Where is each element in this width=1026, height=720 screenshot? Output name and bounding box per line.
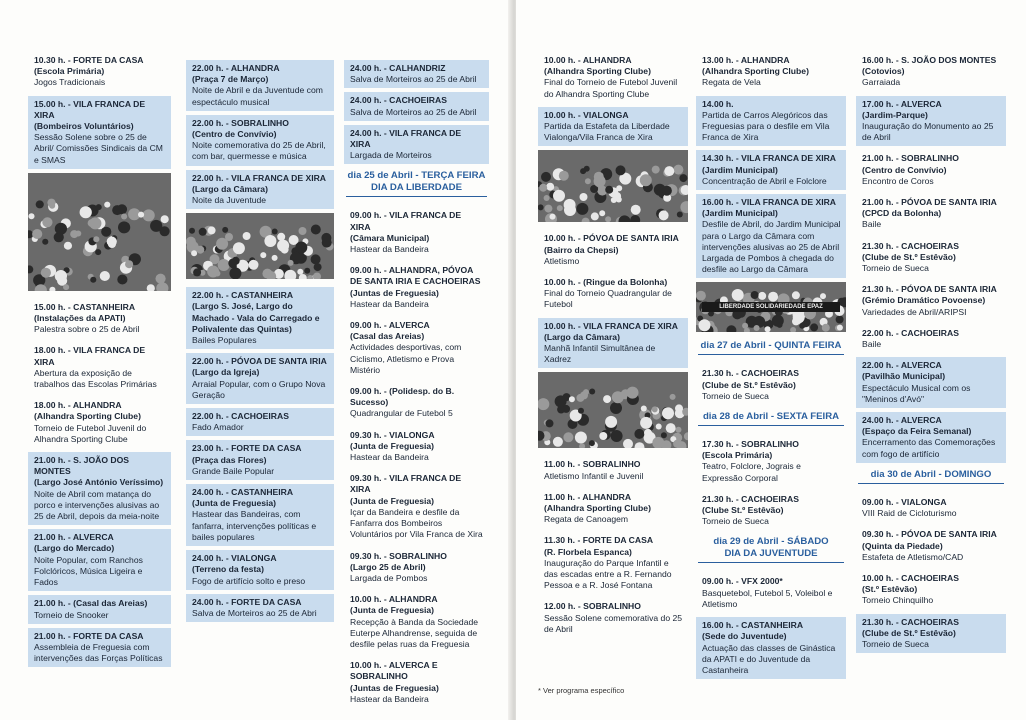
event-description: Largada de Pombos xyxy=(350,572,428,583)
event-title: 21.00 h. - FORTE DA CASA xyxy=(34,630,144,641)
event-block xyxy=(696,573,846,613)
event-title: 09.30 h. - VIALONGA xyxy=(350,429,435,440)
event-description: Encontro de Coros xyxy=(862,175,934,186)
event-block xyxy=(344,262,489,313)
event-block xyxy=(186,408,334,436)
event-description: Arraial Popular, com o Grupo Nova Geração xyxy=(192,378,326,400)
event-venue: (Alhandra Sporting Clube) xyxy=(544,503,651,514)
event-block xyxy=(856,494,1006,522)
event-title: 09.00 h. - VFX 2000* xyxy=(702,576,783,587)
event-venue: (Bairro da Chepsi) xyxy=(544,244,619,255)
event-description: Noite de Abril com matança do porco e intervenções alusivas ao 25 de Abril, depois da meia-noite xyxy=(34,488,160,522)
event-title: 09.30 h. - PÓVOA DE SANTA IRIA xyxy=(862,529,997,540)
meeting-photo xyxy=(28,173,171,291)
event-title: 16.00 h. - S. JOÃO DOS MONTES xyxy=(862,55,997,65)
right-column-3 xyxy=(856,52,1006,657)
event-description: Torneio de Sueca xyxy=(862,638,929,649)
event-venue: (Alhandra Sporting Clube) xyxy=(544,66,651,77)
footnote: * Ver programa específico xyxy=(538,686,625,695)
day-header-subline: DIA DA LIBERDADE xyxy=(371,182,462,194)
event-block xyxy=(344,125,489,165)
event-venue: (Alhandra Sporting Clube) xyxy=(702,66,809,77)
event-block xyxy=(856,194,1006,234)
event-title: 22.00 h. - SOBRALINHO xyxy=(192,117,289,128)
event-description: Noite Popular, com Ranchos Folclóricos, Música Ligeira e Fados xyxy=(34,554,143,588)
event-block xyxy=(856,281,1006,321)
event-block xyxy=(28,452,171,525)
event-title: 13.00 h. - ALHANDRA xyxy=(702,55,790,65)
event-description: Içar da Bandeira e desfile da Fanfarra dos Bombeiros Voluntários por Vila Franca de Xira xyxy=(350,506,483,540)
event-venue: (Escola Primária) xyxy=(702,450,773,461)
event-block xyxy=(696,194,846,278)
event-venue: (Jardim Municipal) xyxy=(702,164,778,175)
event-block xyxy=(344,383,489,423)
event-venue: (Junta de Freguesia) xyxy=(350,440,435,451)
event-description: Concentração de Abril e Folclore xyxy=(702,175,827,186)
event-title: 10.00 h. - VIALONGA xyxy=(544,109,629,120)
event-title: 11.30 h. - FORTE DA CASA xyxy=(544,535,654,546)
event-description: Grande Baile Popular xyxy=(192,465,275,476)
event-venue: (Junta de Freguesia) xyxy=(350,495,435,506)
event-description: Torneio de Sueca xyxy=(862,263,929,274)
event-venue: (R. Florbela Espanca) xyxy=(544,546,632,557)
event-description: Hastear da Bandeira xyxy=(350,693,429,704)
event-title: 15.00 h. - CASTANHEIRA xyxy=(34,301,136,312)
event-venue: (Jardim-Parque) xyxy=(862,109,928,120)
day-header-subline: DIA DA JUVENTUDE xyxy=(724,548,818,560)
event-block xyxy=(856,526,1006,566)
event-block xyxy=(538,489,688,529)
concert-crowd-photo xyxy=(186,213,334,279)
event-block xyxy=(28,96,171,169)
event-title: 17.00 h. - ALVERCA xyxy=(862,98,942,109)
banner-text: LIBERDADE SOLIDARIEDADE EPAZ xyxy=(702,302,840,312)
event-title: 24.00 h. - CACHOEIRAS xyxy=(350,95,447,106)
event-venue: (Juntas de Freguesia) xyxy=(350,682,439,693)
event-description: Variedades de Abril/ARIPSI xyxy=(862,306,967,317)
event-title: 09.00 h. - VIALONGA xyxy=(862,496,947,507)
event-block xyxy=(344,207,489,258)
event-block xyxy=(186,60,334,111)
event-title: 21.30 h. - CACHOEIRAS xyxy=(702,368,799,379)
event-block xyxy=(344,92,489,120)
event-description: Hastear da Bandeira xyxy=(350,244,429,255)
event-venue: (Largo S. José, Largo do Machado - Vala do Carregado e Polivalente das Quintas) xyxy=(192,301,320,334)
event-description: Abertura da exposição de trabalhos das Escolas Primárias xyxy=(34,367,157,390)
event-title: 18.00 h. - VILA FRANCA DE XIRA xyxy=(34,345,146,367)
event-block xyxy=(186,594,334,622)
event-title: 22.00 h. - ALHANDRA xyxy=(192,63,280,73)
event-block xyxy=(344,317,489,379)
event-block xyxy=(856,238,1006,278)
event-description: Garraiada xyxy=(862,77,901,88)
event-venue: (Clube St.º Estêvão) xyxy=(702,505,784,516)
event-block xyxy=(856,96,1006,147)
event-description: Quadrangular de Futebol 5 xyxy=(350,408,453,419)
event-venue: (Clube de St.º Estêvão) xyxy=(702,379,796,390)
event-description: Torneio de Sueca xyxy=(702,390,769,401)
event-title: 12.00 h. - SOBRALINHO xyxy=(544,601,641,612)
event-title: 24.00 h. - VILA FRANCA DE XIRA xyxy=(350,127,462,150)
event-title: 17.30 h. - SOBRALINHO xyxy=(702,439,799,450)
event-title: 10.00 h. - ALHANDRA xyxy=(350,594,438,605)
parade-banner-photo xyxy=(696,282,846,332)
event-block xyxy=(344,591,489,653)
event-venue: (Centro de Convívio) xyxy=(862,164,947,175)
event-venue: (Praça 7 de Março) xyxy=(192,74,269,85)
event-title: 15.00 h. - VILA FRANCA DE XIRA xyxy=(34,98,146,120)
event-block xyxy=(696,52,846,92)
event-description: Hastear da Bandeira xyxy=(350,452,429,463)
event-venue: (Largo da Câmara) xyxy=(544,331,620,342)
right-page xyxy=(516,0,1026,720)
event-title: 21.00 h. - (Casal das Areias) xyxy=(34,598,148,609)
event-description: Manhã Infantil Simultânea de Xadrez xyxy=(544,343,656,365)
event-venue: (Cotovios) xyxy=(862,66,905,77)
event-block xyxy=(186,170,334,210)
day-header-25-april xyxy=(346,170,487,197)
event-description: Assembleia de Freguesia com intervenções das Forças Políticas xyxy=(34,641,163,664)
event-title: 10.30 h. - FORTE DA CASA xyxy=(34,55,144,65)
event-venue: (Largo da Câmara) xyxy=(192,183,268,194)
event-venue: (Centro de Convívio) xyxy=(192,129,277,140)
event-block xyxy=(538,598,688,638)
event-title: 10.00 h. - (Ringue da Bolonha) xyxy=(544,277,668,288)
event-venue: (Espaço da Feira Semanal) xyxy=(862,426,972,437)
event-block xyxy=(856,357,1006,408)
event-title: 09.00 h. - ALVERCA xyxy=(350,320,430,331)
event-title: 24.00 h. - FORTE DA CASA xyxy=(192,596,302,607)
event-venue: (Terreno da festa) xyxy=(192,564,264,575)
event-block xyxy=(856,150,1006,190)
event-title: 11.00 h. - SOBRALINHO xyxy=(544,459,641,470)
day-header-28-april xyxy=(698,411,844,426)
day-header-line: dia 27 de Abril - QUINTA FEIRA xyxy=(700,340,842,352)
event-description: Final do Torneio Quadrangular de Futebol xyxy=(544,288,672,310)
event-venue: (Grémio Dramático Povoense) xyxy=(862,295,986,306)
event-block xyxy=(28,52,171,92)
event-description: Torneio de Snooker xyxy=(34,609,109,620)
event-description: Partida da Estafeta da Liberdade Vialonga/Vila Franca de Xira xyxy=(544,121,670,143)
event-venue: (St.º Estêvão) xyxy=(862,584,918,595)
event-description: Noite da Juventude xyxy=(192,195,267,206)
event-description: Encerramento das Comemorações com fogo de artifício xyxy=(862,437,996,459)
event-title: 22.00 h. - VILA FRANCA DE XIRA xyxy=(192,172,327,183)
event-description: Bailes Populares xyxy=(192,335,257,346)
event-title: 24.00 h. - CALHANDRIZ xyxy=(350,63,446,73)
event-description: Teatro, Folclore, Jograis e Expressão Corporal xyxy=(702,461,801,483)
event-title: 10.00 h. - ALHANDRA xyxy=(544,55,632,65)
event-title: 09.00 h. - ALHANDRA, PÓVOA DE SANTA IRIA E CACHOEIRAS xyxy=(350,265,481,287)
left-column-1 xyxy=(28,52,171,671)
event-description: Recepção à Banda da Sociedade Euterpe Alhandrense, seguida de desfile pelas ruas da Freguesia xyxy=(350,616,479,649)
event-title: 22.00 h. - CACHOEIRAS xyxy=(192,411,289,422)
event-title: 11.00 h. - ALHANDRA xyxy=(544,491,632,502)
event-venue: (Largo do Mercado) xyxy=(34,543,115,554)
event-venue: (Clube de St.º Estêvão) xyxy=(862,251,956,262)
event-title: 24.00 h. - ALVERCA xyxy=(862,415,942,426)
event-venue: (Quinta da Piedade) xyxy=(862,540,943,551)
event-venue: (Clube de St.º Estêvão) xyxy=(862,627,956,638)
event-description: Torneio de Futebol Juvenil do Alhandra Sporting Clube xyxy=(34,422,147,444)
event-title: 21.00 h. - SOBRALINHO xyxy=(862,153,959,164)
event-venue: (Junta de Freguesia) xyxy=(350,605,435,616)
right-column-2 xyxy=(696,52,846,683)
event-title: 10.00 h. - VILA FRANCA DE XIRA xyxy=(544,320,679,331)
event-title: 09.00 h. - (Polidesp. do B. Sucesso) xyxy=(350,386,455,408)
event-title: 16.00 h. - CASTANHEIRA xyxy=(702,620,804,631)
event-description: Hastear da Bandeira xyxy=(350,298,429,309)
event-title: 21.00 h. - S. JOÃO DOS MONTES xyxy=(34,455,130,477)
event-description: Actividades desportivas, com Ciclismo, Atletismo e Prova Mistério xyxy=(350,342,462,375)
left-column-2 xyxy=(186,60,334,626)
event-description: Basquetebol, Futebol 5, Voleibol e Atletismo xyxy=(702,587,833,609)
event-block xyxy=(856,570,1006,610)
event-description: Estafeta de Atletismo/CAD xyxy=(862,551,964,562)
event-description: Espectáculo Musical com os "Meninos d'Avó" xyxy=(862,382,971,404)
event-block xyxy=(186,550,334,590)
event-title: 14.00 h. xyxy=(702,98,734,109)
left-column-3 xyxy=(344,60,489,712)
event-venue: (Pavilhão Municipal) xyxy=(862,371,946,382)
event-block xyxy=(344,60,489,88)
event-description: Noite comemorativa do 25 de Abril, com bar, quermesse e música xyxy=(192,140,326,162)
day-header-line: dia 25 de Abril - TERÇA FEIRA xyxy=(347,170,486,182)
event-venue: (Instalações da APATI) xyxy=(34,313,126,324)
event-description: Desfile de Abril, do Jardim Municipal para o Largo da Câmara com intervenções alusivas ao 25 de Abril Largada de Pombos à chegada do desfile ao Largo da Câmara xyxy=(702,219,841,275)
event-block xyxy=(856,52,1006,92)
event-title: 22.00 h. - ALVERCA xyxy=(862,360,942,371)
event-block xyxy=(696,150,846,190)
event-description: Sessão Solene comemorativa do 25 de Abril xyxy=(544,612,683,634)
event-block xyxy=(538,52,688,103)
event-description: Salva de Morteiros ao 25 de Abri xyxy=(192,607,317,618)
event-description: Salva de Morteiros ao 25 de Abril xyxy=(350,106,477,117)
event-description: Torneio Chinquilho xyxy=(862,595,934,606)
event-title: 22.00 h. - PÓVOA DE SANTA IRIA xyxy=(192,356,327,367)
event-block xyxy=(696,436,846,487)
event-description: Jogos Tradicionais xyxy=(34,77,106,88)
event-title: 21.30 h. - CACHOEIRAS xyxy=(702,493,799,504)
event-description: Fado Amador xyxy=(192,422,244,433)
right-column-1 xyxy=(538,52,688,642)
event-title: 21.30 h. - CACHOEIRAS xyxy=(862,240,959,251)
event-description: Hastear das Bandeiras, com fanfarra, intervenções políticas e bailes populares xyxy=(192,509,317,542)
event-block xyxy=(538,318,688,369)
event-block xyxy=(538,532,688,594)
event-title: 14.30 h. - VILA FRANCA DE XIRA xyxy=(702,153,837,164)
event-block xyxy=(344,427,489,467)
day-header-line: dia 30 de Abril - DOMINGO xyxy=(870,468,992,480)
left-page xyxy=(0,0,512,720)
event-block xyxy=(28,299,171,339)
event-venue: (Largo José António Veríssimo) xyxy=(34,477,164,488)
event-description: Actuação das classes de Ginástica da APATI e do Juventude da Castanheira xyxy=(702,642,836,675)
day-header-line: dia 29 de Abril - SÁBADO xyxy=(713,536,829,548)
event-description: Regata de Vela xyxy=(702,77,761,88)
event-title: 22.00 h. - CASTANHEIRA xyxy=(192,290,294,301)
event-block xyxy=(538,107,688,147)
event-description: Final do Torneio de Futebol Juvenil do Alhandra Sporting Clube xyxy=(544,77,678,99)
event-description: Baile xyxy=(862,339,882,350)
day-header-30-april xyxy=(858,469,1004,484)
event-block xyxy=(186,353,334,404)
event-venue: (Sede do Juventude) xyxy=(702,631,787,642)
event-title: 24.00 h. - VIALONGA xyxy=(192,553,277,564)
day-header-line: dia 28 de Abril - SEXTA FEIRA xyxy=(702,411,840,423)
event-title: 23.00 h. - FORTE DA CASA xyxy=(192,443,302,454)
event-block xyxy=(28,397,171,448)
event-venue: (Jardim Municipal) xyxy=(702,208,778,219)
event-block xyxy=(696,96,846,147)
event-venue: (Bombeiros Voluntários) xyxy=(34,121,134,132)
event-venue: (CPCD da Bolonha) xyxy=(862,208,942,219)
event-title: 16.00 h. - VILA FRANCA DE XIRA xyxy=(702,197,837,208)
event-description: Fogo de artifício solto e preso xyxy=(192,575,306,586)
event-venue: (Juntas de Freguesia) xyxy=(350,287,439,298)
event-venue: (Praça das Flores) xyxy=(192,454,267,465)
event-block xyxy=(186,484,334,546)
event-block xyxy=(28,595,171,623)
event-description: Baile xyxy=(862,219,882,230)
event-block xyxy=(28,342,171,393)
chess-photo xyxy=(538,372,688,448)
event-description: Inauguração do Parque Infantil e das escadas entre a R. Fernando Pessoa e a R. José Fontana xyxy=(544,557,672,591)
event-description: Palestra sobre o 25 de Abril xyxy=(34,324,140,335)
event-title: 10.00 h. - PÓVOA DE SANTA IRIA xyxy=(544,233,679,244)
event-title: 24.00 h. - CASTANHEIRA xyxy=(192,487,294,498)
event-venue: (Largo 25 de Abril) xyxy=(350,561,426,572)
event-block xyxy=(344,657,489,708)
event-title: 21.30 h. - CACHOEIRAS xyxy=(862,616,959,627)
event-description: Sessão Solene sobre o 25 de Abril/ Comissões Sindicais da CM e SMAS xyxy=(34,132,163,165)
event-block xyxy=(856,412,1006,463)
event-block xyxy=(186,287,334,349)
event-block xyxy=(28,628,171,668)
event-block xyxy=(344,548,489,588)
event-block xyxy=(538,230,688,270)
event-description: Partida de Carros Alegóricos das Freguesias para o desfile em Vila Franca de Xira xyxy=(702,109,830,143)
event-description: Atletismo Infantil e Juvenil xyxy=(544,470,644,481)
event-description: Torneio de Sueca xyxy=(702,516,769,527)
event-description: Atletismo xyxy=(544,255,580,266)
event-description: Salva de Morteiros ao 25 de Abril xyxy=(350,74,477,85)
event-block xyxy=(856,325,1006,353)
event-venue: (Largo da Igreja) xyxy=(192,367,260,378)
event-title: 22.00 h. - CACHOEIRAS xyxy=(862,327,959,338)
event-block xyxy=(538,456,688,484)
event-title: 10.00 h. - CACHOEIRAS xyxy=(862,572,959,583)
event-title: 10.00 h. - ALVERCA E SOBRALINHO xyxy=(350,660,438,682)
event-title: 18.00 h. - ALHANDRA xyxy=(34,400,122,411)
event-block xyxy=(856,614,1006,654)
event-title: 21.30 h. - PÓVOA DE SANTA IRIA xyxy=(862,284,997,295)
event-title: 21.00 h. - PÓVOA DE SANTA IRIA xyxy=(862,197,997,208)
runners-photo xyxy=(538,150,688,222)
event-block xyxy=(186,440,334,480)
event-venue: (Casal das Areias) xyxy=(350,331,425,342)
event-venue: (Escola Primária) xyxy=(34,66,105,77)
event-description: Inauguração do Monumento ao 25 de Abril xyxy=(862,121,994,143)
day-header-29-april xyxy=(698,536,844,563)
event-title: 09.00 h. - VILA FRANCA DE XIRA xyxy=(350,210,462,232)
event-venue: (Alhandra Sporting Clube) xyxy=(34,411,141,422)
event-venue: (Junta de Freguesia) xyxy=(192,498,277,509)
event-block xyxy=(696,491,846,531)
event-description: Largada de Morteiros xyxy=(350,150,432,161)
event-description: Noite de Abril e da Juventude com espectáculo musical xyxy=(192,85,323,107)
event-block xyxy=(186,115,334,166)
event-block xyxy=(538,274,688,314)
event-description: VIII Raid de Cicloturismo xyxy=(862,508,957,519)
event-title: 21.00 h. - ALVERCA xyxy=(34,532,114,543)
event-venue: (Câmara Municipal) xyxy=(350,232,430,243)
event-block xyxy=(344,470,489,543)
event-title: 09.30 h. - SOBRALINHO xyxy=(350,550,447,561)
event-block xyxy=(696,617,846,679)
event-block xyxy=(28,529,171,591)
event-title: 09.30 h. - VILA FRANCA DE XIRA xyxy=(350,473,462,495)
event-description: Regata de Canoagem xyxy=(544,514,629,525)
day-header-27-april xyxy=(698,340,844,355)
event-block xyxy=(696,365,846,405)
